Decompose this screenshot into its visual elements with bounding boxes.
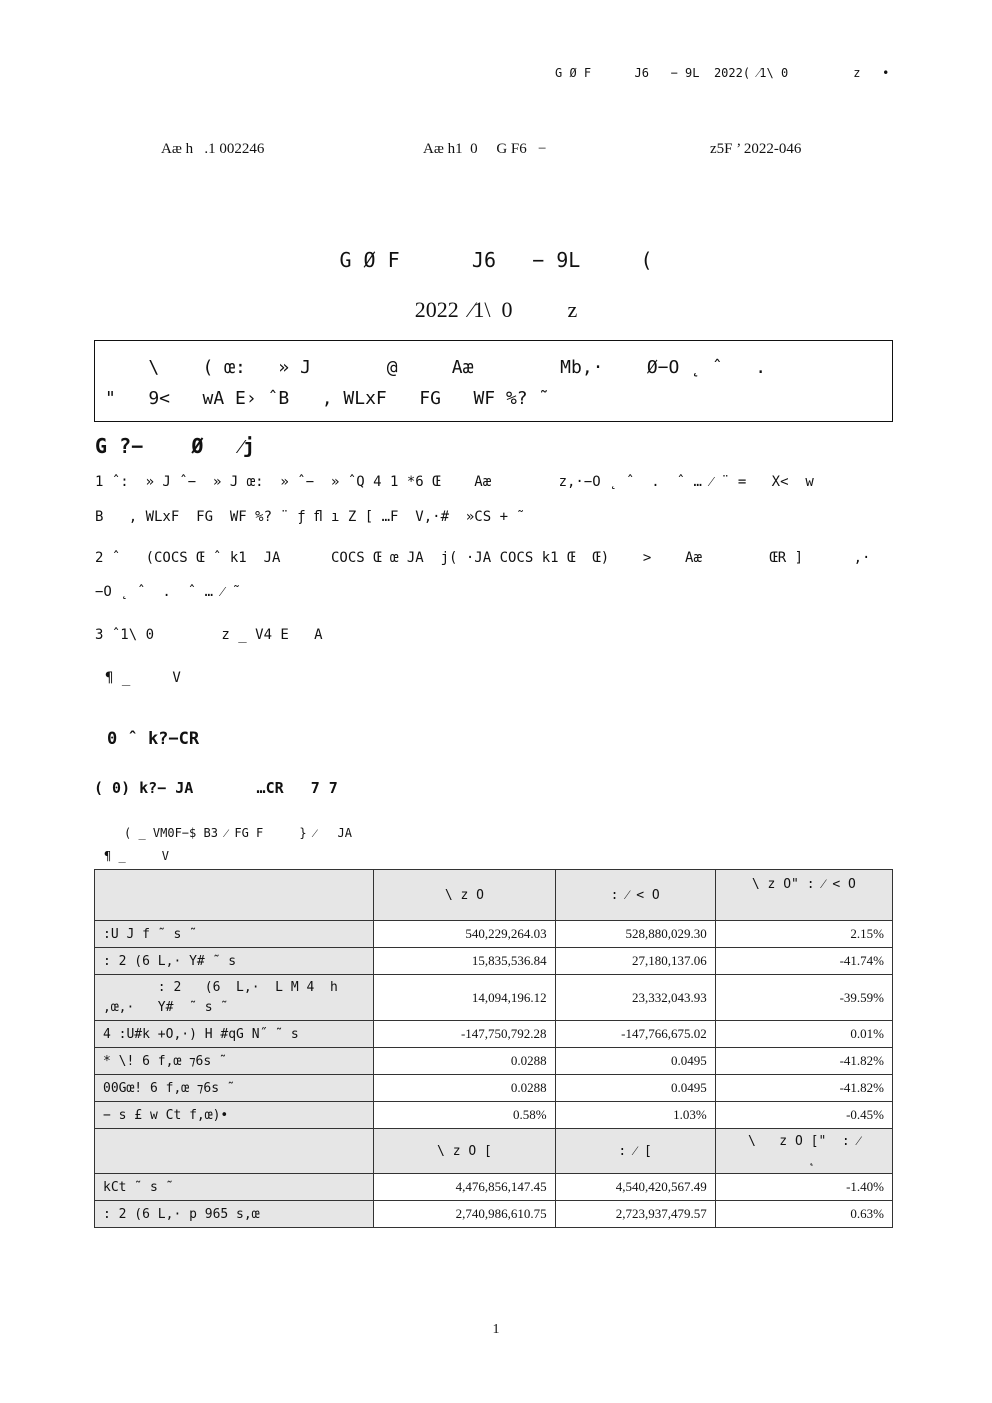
row-label: : 2 (6 L,· p 965 s,œ bbox=[95, 1201, 374, 1228]
value-change: -39.59% bbox=[715, 975, 892, 1021]
row-label: 4 :U#k +O,·) H #qG N˝ ˜ s bbox=[95, 1021, 374, 1048]
value-current: 14,094,196.12 bbox=[374, 975, 555, 1021]
table-row bbox=[95, 1075, 893, 1102]
header-cell-prior-year-end: : ⁄ [ bbox=[555, 1129, 715, 1174]
value-change: 2.15% bbox=[715, 921, 892, 948]
header-cell-change: \ z O [" : ⁄ ˛ bbox=[715, 1129, 892, 1174]
value-current: 4,476,856,147.45 bbox=[374, 1174, 555, 1201]
value-change: -0.45% bbox=[715, 1102, 892, 1129]
header-cell-previous: : ⁄ < O bbox=[555, 870, 715, 921]
subsection-heading: ( 0) k?− JA …CR 7 7 bbox=[94, 779, 338, 797]
row-label: − s £ w Ct f,œ)• bbox=[95, 1102, 374, 1129]
header-cell bbox=[95, 870, 374, 921]
header-cell bbox=[95, 1129, 374, 1174]
row-label: :U J f ˜ s ˜ bbox=[95, 921, 374, 948]
value-previous: 23,332,043.93 bbox=[555, 975, 715, 1021]
table-row bbox=[95, 948, 893, 975]
section-heading-important-notes: G ?− Ø ⁄j bbox=[95, 434, 255, 458]
value-change: -41.82% bbox=[715, 1075, 892, 1102]
value-previous: 0.0495 bbox=[555, 1048, 715, 1075]
value-previous: 27,180,137.06 bbox=[555, 948, 715, 975]
value-previous: 1.03% bbox=[555, 1102, 715, 1129]
note-item-1: 1 ˆ: » J ˆ− » J œ: » ˆ− » ˆQ 4 1 *6 Œ Aæ z,·−O ˛ ˆ . ˆ … ⁄ ¨ = X< w bbox=[95, 474, 814, 490]
note-item-2-cont: −O ˛ ˆ . ˆ … ⁄ ˜ bbox=[95, 584, 241, 600]
table-row bbox=[95, 1021, 893, 1048]
value-change: -1.40% bbox=[715, 1174, 892, 1201]
document-title: G Ø F J6 − 9L ( bbox=[339, 248, 653, 272]
value-change: 0.63% bbox=[715, 1201, 892, 1228]
value-previous: 4,540,420,567.49 bbox=[555, 1174, 715, 1201]
value-previous: 528,880,029.30 bbox=[555, 921, 715, 948]
row-label: : 2 (6 L,· L M 4 h ,œ,· Y# ˜ s ˜ bbox=[95, 975, 374, 1021]
document-header: G Ø F J6 − 9L 2022( ⁄1\ 0 z • bbox=[555, 66, 890, 80]
value-current: 15,835,536.84 bbox=[374, 948, 555, 975]
row-label: kCt ˜ s ˜ bbox=[95, 1174, 374, 1201]
table-caption: ( _ VM0F−$ B3 ⁄ FG F } ⁄ JA bbox=[124, 826, 352, 840]
value-current: 540,229,264.03 bbox=[374, 921, 555, 948]
announcement-number: z5F ’ 2022-046 bbox=[710, 141, 802, 157]
table-row bbox=[95, 1174, 893, 1201]
document-subtitle: 2022 ⁄1\ 0 z bbox=[414, 297, 578, 322]
value-change: 0.01% bbox=[715, 1021, 892, 1048]
value-current: 0.0288 bbox=[374, 1048, 555, 1075]
table-header-row bbox=[95, 1129, 893, 1174]
header-cell-period-end: \ z O [ bbox=[374, 1129, 555, 1174]
table-row bbox=[95, 975, 893, 1021]
row-label: : 2 (6 L,· Y# ˜ s bbox=[95, 948, 374, 975]
disclaimer-line-2: " 9< wA E› ˆB , WLxF FG WF %? ˜ bbox=[105, 388, 550, 409]
stock-name: Aæ h1 0 G F6 − bbox=[423, 141, 547, 157]
note-item-3: 3 ˆ1\ 0 z _ V4 E A bbox=[95, 627, 323, 643]
value-change: -41.74% bbox=[715, 948, 892, 975]
currency-unit-note: ¶ _ V bbox=[104, 849, 170, 863]
value-previous: -147,766,675.02 bbox=[555, 1021, 715, 1048]
disclaimer-box bbox=[94, 340, 893, 422]
note-item-2: 2 ˆ (COCS Œ ˆ k1 JA COCS Œ œ JA j( ·JA COCS k1 Œ Œ) > Aæ ŒR ] ,· bbox=[95, 550, 871, 566]
table-header-row bbox=[95, 870, 893, 921]
value-current: 2,740,986,610.75 bbox=[374, 1201, 555, 1228]
table-row bbox=[95, 921, 893, 948]
header-cell-current: \ z O bbox=[374, 870, 555, 921]
value-current: 0.0288 bbox=[374, 1075, 555, 1102]
page-number: 1 bbox=[492, 1322, 500, 1337]
row-label: 00Gœ! 6 f,œ ⁊6s ˜ bbox=[95, 1075, 374, 1102]
stock-code: Aæ h .1 002246 bbox=[161, 141, 265, 157]
section-heading-main-financial-data: 0 ˆ k?−CR bbox=[107, 729, 200, 749]
header-cell-change: \ z O" : ⁄ < O bbox=[715, 870, 892, 921]
table-row bbox=[95, 1048, 893, 1075]
value-current: 0.58% bbox=[374, 1102, 555, 1129]
value-change: -41.82% bbox=[715, 1048, 892, 1075]
value-previous: 0.0495 bbox=[555, 1075, 715, 1102]
value-previous: 2,723,937,479.57 bbox=[555, 1201, 715, 1228]
note-unit: ¶ _ V bbox=[105, 670, 181, 686]
financial-data-table bbox=[94, 869, 893, 1228]
table-row bbox=[95, 1201, 893, 1228]
row-label: * \! 6 f,œ ⁊6s ˜ bbox=[95, 1048, 374, 1075]
value-current: -147,750,792.28 bbox=[374, 1021, 555, 1048]
table-row bbox=[95, 1102, 893, 1129]
disclaimer-line-1: \ ( œ: » J @ Aæ Mb,· Ø−O ˛ ˆ . bbox=[105, 357, 767, 378]
note-item-1-cont: B , WLxF FG WF %? ¨ ƒ ﬂ ı Z [ …F V,·# »CS + ˜ bbox=[95, 509, 525, 525]
